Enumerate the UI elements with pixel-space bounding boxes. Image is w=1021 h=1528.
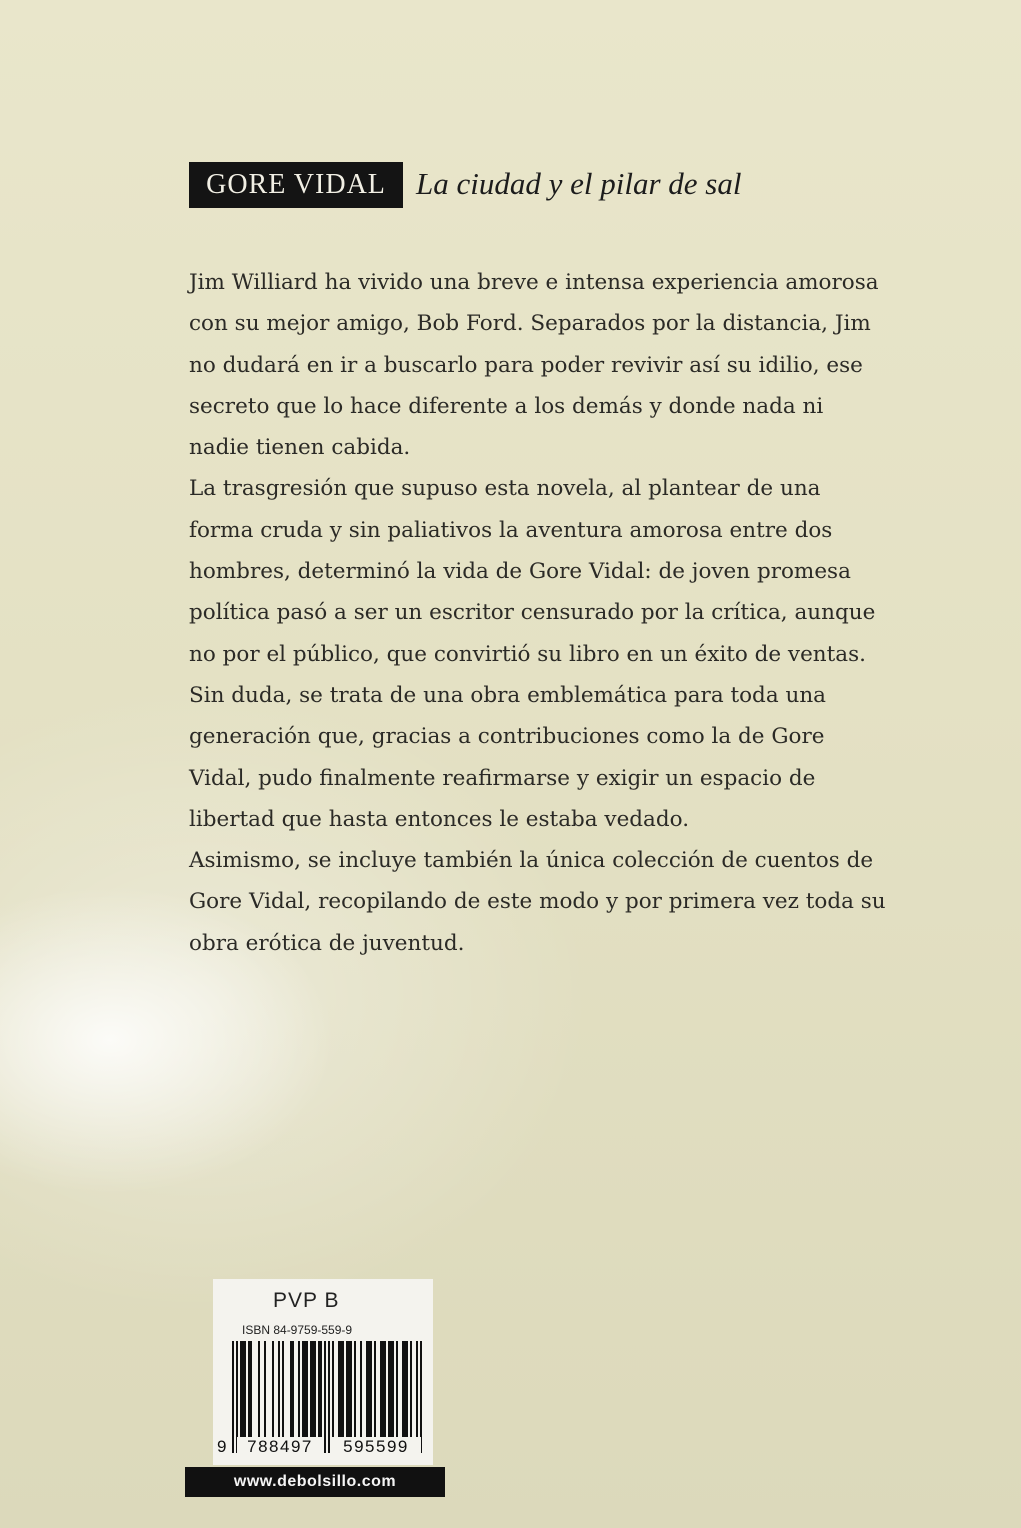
barcode-bar bbox=[346, 1341, 348, 1439]
barcode-bar bbox=[366, 1341, 368, 1439]
barcode-bar bbox=[282, 1341, 284, 1439]
barcode-bar bbox=[396, 1341, 398, 1439]
barcode-bar bbox=[340, 1341, 342, 1439]
barcode-bar bbox=[354, 1341, 356, 1439]
barcode-bar bbox=[388, 1341, 390, 1439]
barcode-bar bbox=[390, 1341, 392, 1439]
barcode-bar bbox=[304, 1341, 306, 1439]
barcode-bar bbox=[384, 1341, 386, 1439]
barcode-bar bbox=[404, 1341, 406, 1439]
barcode-bar bbox=[320, 1341, 322, 1439]
barcode-bar bbox=[250, 1341, 252, 1439]
publisher-website: www.debolsillo.com bbox=[185, 1467, 445, 1497]
ean-left-digits: 788497 bbox=[237, 1437, 323, 1457]
barcode-bar bbox=[318, 1341, 320, 1439]
barcode-bar bbox=[368, 1341, 370, 1439]
barcode-bar bbox=[272, 1341, 274, 1439]
price-code: PVP B bbox=[273, 1289, 340, 1312]
barcode-bar bbox=[392, 1341, 394, 1439]
barcode-bar bbox=[278, 1341, 280, 1439]
barcode-bar bbox=[306, 1341, 308, 1439]
barcode-bar bbox=[292, 1341, 294, 1439]
author-name: GORE VIDAL bbox=[189, 162, 403, 208]
barcode-bar bbox=[314, 1341, 316, 1439]
barcode-bar bbox=[264, 1341, 266, 1439]
barcode-bar bbox=[402, 1341, 404, 1439]
barcode-bar bbox=[348, 1341, 350, 1439]
barcode-bar bbox=[248, 1341, 250, 1439]
barcode-bar bbox=[410, 1341, 412, 1439]
barcode-bar bbox=[298, 1341, 300, 1439]
barcode-bar bbox=[258, 1341, 260, 1439]
barcode-bar bbox=[382, 1341, 384, 1439]
barcode-bar bbox=[350, 1341, 352, 1439]
ean-right-digits: 595599 bbox=[331, 1437, 421, 1457]
barcode-bar bbox=[406, 1341, 408, 1439]
blurb bbox=[189, 262, 889, 964]
blurb-paragraph: La trasgresión que supuso esta novela, al plantear de una forma cruda y sin paliativos la aventura amorosa entre dos hombres, determinó la vida de Gore Vidal: de joven promesa política pasó a ser un escritor censurado por la crítica, aunque no por el público, que convirtió su libro en un éxito de ventas. bbox=[189, 476, 876, 667]
ean-first-digit: 9 bbox=[217, 1437, 227, 1456]
isbn-number: ISBN 84-9759-559-9 bbox=[242, 1323, 353, 1337]
barcode-bar bbox=[374, 1341, 376, 1439]
barcode-label bbox=[213, 1279, 433, 1465]
barcode-bar bbox=[302, 1341, 304, 1439]
barcode-bar bbox=[244, 1341, 246, 1439]
barcode-bar bbox=[290, 1341, 292, 1439]
blurb-paragraph: Sin duda, se trata de una obra emblemática para toda una generación que, gracias a contribuciones como la de Gore Vidal, pudo finalmente reafirmarse y exigir un espacio de libertad que hasta entonces le estaba vedado. bbox=[189, 682, 826, 832]
blurb-paragraph: Jim Williard ha vivido una breve e intensa experiencia amorosa con su mejor amigo, Bob Ford. Separados por la distancia, Jim no dudará en ir a buscarlo para poder revivir así su idilio, ese secreto que lo hace diferente a los demás y donde nada ni nadie tienen cabida. bbox=[189, 270, 879, 461]
barcode-bar bbox=[312, 1341, 314, 1439]
barcode-bar bbox=[310, 1341, 312, 1439]
ean-digits bbox=[217, 1437, 431, 1459]
barcode-bar bbox=[332, 1341, 334, 1439]
barcode-bar bbox=[380, 1341, 382, 1439]
barcode-bar bbox=[360, 1341, 362, 1439]
barcode-bar bbox=[338, 1341, 340, 1439]
barcode-bar bbox=[370, 1341, 372, 1439]
barcode-bar bbox=[342, 1341, 344, 1439]
blurb-paragraph: Asimismo, se incluye también la única colección de cuentos de Gore Vidal, recopilando de este modo y por primera vez toda su obra erótica de juventud. bbox=[189, 848, 886, 956]
barcode-bar bbox=[242, 1341, 244, 1439]
barcode-bar bbox=[240, 1341, 242, 1439]
book-title: La ciudad y el pilar de sal bbox=[416, 166, 742, 201]
